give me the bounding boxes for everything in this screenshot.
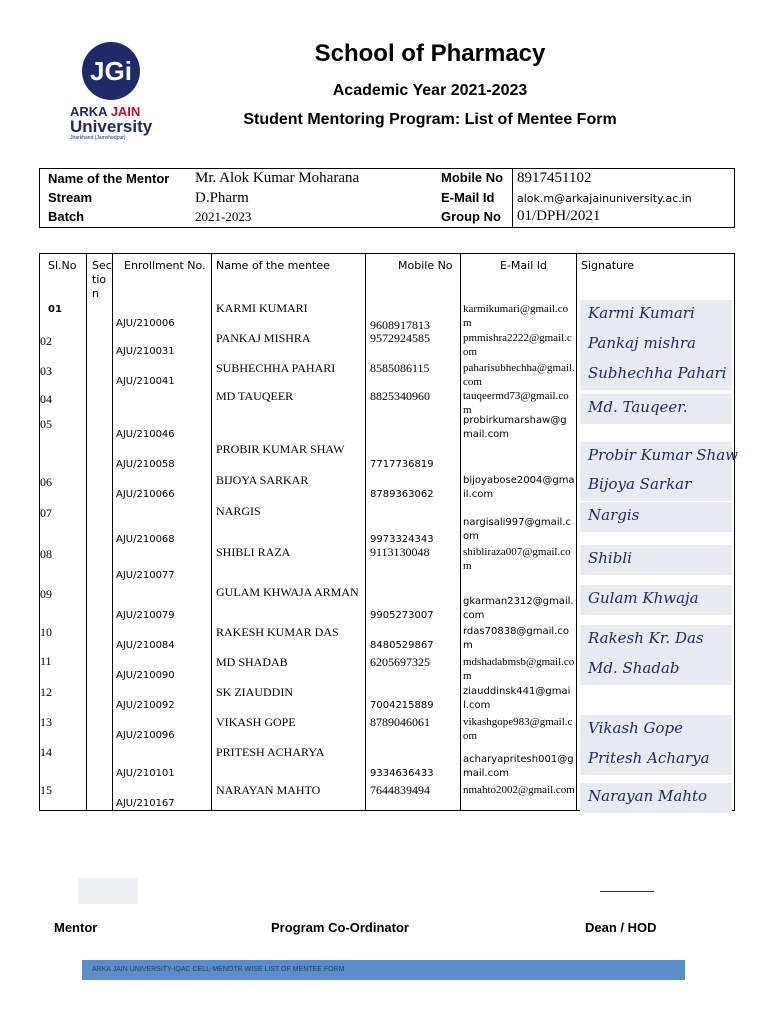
row-email: ziauddinsk441@gmail.com [463,686,571,711]
col-divider [365,254,366,810]
row-signature [580,545,732,575]
row-mentee-name: GULAM KHWAJA ARMAN [216,585,359,599]
group-label: Group No [441,209,501,224]
row-signature [580,502,732,532]
row-signature [580,442,738,472]
batch-label: Batch [48,209,85,224]
row-slno: 01 [48,304,62,315]
row-email: mdshadabmsb@gmail.com [463,656,575,682]
row-signature [580,655,732,685]
row-mobile: 7717736819 [370,459,434,470]
col-divider [86,254,87,810]
row-signature [580,300,732,330]
row-email: nmahto2002@gmail.com [463,784,575,796]
footer-bar-text: ARKA JAIN UNIVERSITY-IQAC CELL-MENOTR WISE LIST OF MENTEE FORM [92,966,345,973]
row-mobile: 7644839494 [370,783,430,797]
signature-handwriting: Gulam Khwaja [588,589,699,607]
row-mentee-name: PANKAJ MISHRA [216,331,311,345]
row-slno: 15 [40,783,52,797]
mobile-label: Mobile No [441,170,504,185]
row-email: rdas70838@gmail.com [463,626,570,651]
row-mobile: 8789046061 [370,715,430,729]
row-enrollment: AJU/210092 [116,700,175,711]
row-mentee-name: SUBHECHHA PAHARI [216,361,336,375]
row-email: nargisali997@gmail.com [463,517,571,542]
row-email: tauqeermd73@gmail.com [463,390,569,416]
row-slno: 05 [40,417,52,431]
email-label: E-Mail Id [441,190,495,205]
row-slno: 14 [40,745,52,759]
signature-handwriting: Bijoya Sarkar [588,475,692,493]
row-mobile: 9572924585 [370,331,430,345]
row-mentee-name: PRITESH ACHARYA [216,745,325,759]
row-email: vikashgope983@gmail.com [463,716,573,742]
row-mobile: 9334636433 [370,768,434,779]
signature-handwriting: Karmi Kumari [588,304,695,322]
dean-signature-mark [600,870,654,892]
row-email: paharisubhechha@gmail.com [463,362,575,388]
row-slno: 04 [40,392,52,406]
row-email: probirkumarshaw@gmail.com [463,415,567,440]
row-enrollment: AJU/210068 [116,534,175,545]
row-signature [580,394,732,424]
row-mentee-name: BIJOYA SARKAR [216,473,309,487]
signature-handwriting: Narayan Mahto [588,787,708,805]
row-enrollment: AJU/210090 [116,670,175,681]
row-mobile: 9905273007 [370,610,434,621]
row-mentee-name: RAKESH KUMAR DAS [216,625,339,639]
header-enrollment: Enrollment No. [124,259,206,272]
row-mentee-name: MD SHADAB [216,655,288,669]
row-mobile: 8825340960 [370,389,430,403]
row-slno: 13 [40,715,52,729]
signature-handwriting: Pankaj mishra [588,334,696,352]
row-enrollment: AJU/210101 [116,768,175,779]
form-title: Student Mentoring Program: List of Mentee Form [243,111,617,128]
mentor-value: Mr. Alok Kumar Moharana [195,170,360,186]
group-value: 01/DPH/2021 [517,208,601,224]
row-signature [580,783,732,813]
signature-handwriting: Nargis [588,506,640,524]
header-signature: Signature [581,259,635,272]
logo-mark: JGi [82,42,140,100]
row-signature [580,745,732,775]
col-divider [112,254,113,810]
row-slno: 09 [40,587,52,601]
row-mobile: 9608917813 [370,318,430,332]
mobile-value: 8917451102 [517,170,592,186]
signature-handwriting: Probir Kumar Shaw [588,446,738,464]
row-mobile: 9973324343 [370,534,434,545]
row-mobile: 7004215889 [370,700,434,711]
stream-label: Stream [48,190,93,205]
row-slno: 08 [40,547,52,561]
footer-bar [82,960,685,980]
row-enrollment: AJU/210077 [116,570,175,581]
row-enrollment: AJU/210066 [116,489,175,500]
row-signature [580,625,732,655]
signature-handwriting: Subhechha Pahari [588,364,727,382]
signature-handwriting: Md. Tauqeer. [588,398,688,416]
mentor-info-box [39,168,735,228]
row-slno: 03 [40,364,52,378]
row-mentee-name: SK ZIAUDDIN [216,685,293,699]
row-signature [580,585,732,615]
row-email: acharyapritesh001@gmail.com [463,754,574,779]
row-enrollment: AJU/210006 [116,318,175,329]
row-slno: 07 [40,506,52,520]
header-email: E-Mail Id [500,259,547,272]
row-slno: 11 [40,654,52,668]
logo-line2: University [70,117,153,136]
row-email: shibliraza007@gmail.com [463,546,571,572]
row-mobile: 8480529867 [370,640,434,651]
signature-handwriting: Shibli [588,549,632,567]
academic-year: Academic Year 2021-2023 [332,82,528,99]
row-mentee-name: PROBIR KUMAR SHAW [216,442,345,456]
row-enrollment: AJU/210031 [116,346,175,357]
mentee-table [39,253,738,811]
coordinator-signature-label: Program Co-Ordinator [271,920,409,935]
row-signature [580,330,732,360]
signature-handwriting: Vikash Gope [588,719,684,737]
row-email: karmikumari@gmail.com [463,303,569,329]
row-enrollment: AJU/210046 [116,429,175,440]
row-enrollment: AJU/210096 [116,730,175,741]
page-title: School of Pharmacy [314,40,546,67]
row-signature [580,360,732,390]
logo-line3: Jharkhand (Jamshedpur) [70,135,126,141]
row-mentee-name: SHIBLI RAZA [216,545,291,559]
col-divider [211,254,212,810]
stream-value: D.Pharm [195,190,249,206]
email-value: alok.m@arkajainuniversity.ac.in [517,192,692,205]
row-mentee-name: VIKASH GOPE [216,715,296,729]
row-mentee-name: NARGIS [216,504,261,518]
row-email: pmmishra2222@gmail.com [463,332,572,358]
mentor-signature-mark [78,878,138,904]
row-enrollment: AJU/210058 [116,459,175,470]
row-mobile: 8585086115 [370,361,430,375]
info-divider [512,169,513,227]
row-mentee-name: NARAYAN MAHTO [216,783,321,797]
header-slno: Sl.No [48,259,77,272]
row-signature [580,471,732,501]
row-enrollment: AJU/210167 [116,798,175,809]
row-mobile: 6205697325 [370,655,430,669]
row-email: gkarman2312@gmail.com [463,596,574,621]
signature-handwriting: Rakesh Kr. Das [588,629,704,647]
mentor-signature-label: Mentor [54,920,98,935]
row-slno: 02 [40,334,52,348]
row-slno: 06 [40,475,52,489]
row-mobile: 8789363062 [370,489,434,500]
row-enrollment: AJU/210079 [116,610,175,621]
row-mentee-name: KARMI KUMARI [216,301,308,315]
header-mobile: Mobile No [398,259,453,272]
dean-signature-label: Dean / HOD [585,920,657,935]
row-enrollment: AJU/210084 [116,640,175,651]
row-slno: 10 [40,625,52,639]
batch-value: 2021-2023 [195,209,252,224]
row-mentee-name: MD TAUQEER [216,389,294,403]
signature-handwriting: Md. Shadab [588,659,680,677]
row-mobile: 9113130048 [370,545,430,559]
logo-line1: ARKA JAIN [70,104,141,119]
row-signature [580,715,732,745]
signature-handwriting: Pritesh Acharya [588,749,710,767]
row-slno: 12 [40,685,52,699]
col-divider [576,254,577,810]
header-section: Sec tio n [92,259,112,300]
col-divider [460,254,461,810]
row-email: bijoyabose2004@gmail.com [463,475,575,500]
header-name: Name of the mentee [216,259,330,272]
row-enrollment: AJU/210041 [116,376,175,387]
mentor-label: Name of the Mentor [48,171,170,186]
